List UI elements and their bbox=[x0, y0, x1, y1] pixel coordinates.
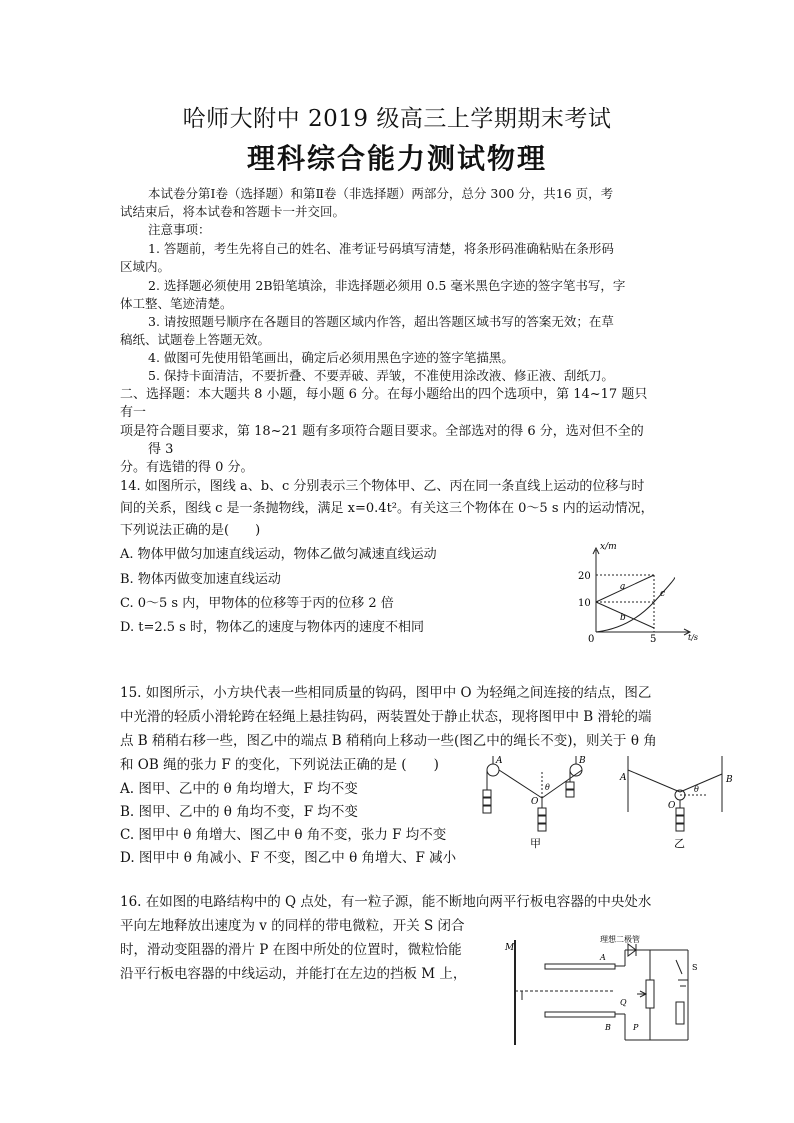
resistor-icon bbox=[676, 1002, 684, 1024]
q16-stem: 16. 在如图的电路结构中的 Q 点处，有一粒子源，能不断地向两平行板电容器的中央处水 bbox=[120, 894, 652, 910]
label-c: c bbox=[660, 589, 666, 599]
curve-c bbox=[596, 578, 675, 632]
rope-oa bbox=[499, 770, 542, 798]
q15-stem: 和 OB 绳的张力 F 的变化，下列说法正确的是 ( ) bbox=[120, 757, 439, 773]
exam-subtitle: 理科综合能力测试物理 bbox=[246, 142, 547, 175]
notice-item: 3. 请按照题号顺序在各题目的答题区域内作答，超出答题区域书写的答案无效；在草 bbox=[148, 314, 614, 329]
notice-item: 5. 保持卡面清洁，不要折叠、不要弄破、弄皱，不准使用涂改液、修正液、刮纸刀。 bbox=[148, 368, 614, 383]
q15-stem: 15. 如图所示，小方块代表一些相同质量的钩码，图甲中 O 为轻绳之间连接的结点，图乙 bbox=[120, 685, 652, 701]
notice-item: 区域内。 bbox=[120, 259, 171, 274]
q14-option-c: C. 0～5 s 内，甲物体的位移等于丙的位移 2 倍 bbox=[120, 596, 394, 611]
label-O: O bbox=[668, 801, 676, 811]
exam-title: 哈师大附中 2019 级高三上学期期末考试 bbox=[182, 106, 612, 132]
q15-option-d: D. 图甲中 θ 角减小、F 不变，图乙中 θ 角增大、F 减小 bbox=[120, 850, 457, 866]
q15-option-c: C. 图甲中 θ 角增大、图乙中 θ 角不变，张力 F 均不变 bbox=[120, 827, 447, 843]
graph-xlabel: t/s bbox=[688, 633, 699, 642]
plate-B bbox=[545, 1012, 615, 1017]
q16-stem: 平向左地释放出速度为 v 的同样的带电微粒，开关 S 闭合 bbox=[120, 918, 465, 934]
label-A: A bbox=[496, 756, 503, 766]
section-text: 分。有选错的得 0 分。 bbox=[120, 460, 254, 475]
tick-10: 10 bbox=[578, 598, 591, 609]
notice-item: 1. 答题前，考生先将自己的姓名、准考证号码填写清楚，将条形码准确粘贴在条形码 bbox=[148, 241, 614, 256]
q14-stem: 14. 如图所示，图线 a、b、c 分别表示三个物体甲、乙、丙在同一条直线上运动的位移与时 bbox=[120, 479, 645, 494]
tick-20: 20 bbox=[578, 571, 591, 582]
label-theta: θ bbox=[545, 783, 550, 792]
label-a: a bbox=[620, 582, 626, 592]
rheostat-icon bbox=[646, 980, 654, 1008]
label-b: b bbox=[620, 613, 626, 623]
label-Q: Q bbox=[620, 998, 627, 1007]
rope-right bbox=[680, 774, 722, 792]
plate-A bbox=[545, 964, 615, 969]
notice-item: 稿纸、试题卷上答题无效。 bbox=[120, 332, 271, 347]
label-S: S bbox=[692, 963, 698, 972]
q16-circuit bbox=[500, 930, 700, 1050]
label-yi: 乙 bbox=[674, 837, 685, 850]
q14-stem: 下列说法正确的是( ) bbox=[120, 523, 261, 538]
tick-5: 5 bbox=[650, 634, 657, 645]
q16-stem: 时，滑动变阻器的滑片 P 在图中所处的位置时，微粒恰能 bbox=[120, 942, 462, 958]
label-B: B bbox=[605, 1023, 611, 1032]
q14-stem: 间的关系，图线 c 是一条抛物线，满足 x=0.4t²。有关这三个物体在 0～5 s 内的运动情况， bbox=[120, 501, 654, 516]
label-diode: 理想二极管 bbox=[600, 935, 640, 944]
q15-stem: 点 B 稍稍右移一些，图乙中的端点 B 稍稍向上移动一些(图乙中的绳长不变)，则关于 θ 角 bbox=[120, 733, 657, 749]
label-M: M bbox=[505, 943, 515, 953]
notice-item: 2. 选择题必须使用 2B铅笔填涂，非选择题必须用 0.5 毫米黑色字迹的签字笔书写，字 bbox=[148, 278, 626, 293]
q15-figure-jia bbox=[478, 752, 598, 852]
q14-xt-graph bbox=[570, 540, 710, 645]
section-text: 得 3 bbox=[148, 442, 174, 457]
label-O: O bbox=[531, 797, 539, 807]
rope-left bbox=[628, 770, 680, 792]
graph-ylabel: x/m bbox=[600, 542, 617, 552]
label-A: A bbox=[620, 773, 627, 783]
intro-line: 本试卷分第Ⅰ卷（选择题）和第Ⅱ卷（非选择题）两部分，总分 300 分，共16 页，考 bbox=[148, 186, 614, 201]
switch-S-icon bbox=[676, 960, 682, 974]
q14-option-a: A. 物体甲做匀加速直线运动，物体乙做匀减速直线运动 bbox=[120, 547, 437, 562]
tick-0: 0 bbox=[588, 634, 595, 645]
label-theta: θ bbox=[694, 785, 699, 794]
notice-heading: 注意事项： bbox=[148, 222, 211, 237]
q16-stem: 沿平行板电容器的中线运动，并能打在左边的挡板 M 上， bbox=[120, 966, 467, 982]
q14-option-d: D. t=2.5 s 时，物体乙的速度与物体丙的速度不相同 bbox=[120, 620, 424, 635]
label-A: A bbox=[600, 953, 606, 962]
q15-option-a: A. 图甲、乙中的 θ 角均增大，F 均不变 bbox=[120, 781, 358, 797]
label-B: B bbox=[579, 756, 586, 766]
label-jia: 甲 bbox=[530, 837, 541, 850]
section-heading: 二、选择题：本大题共 8 小题，每小题 6 分。在每小题给出的四个选项中，第 14~17 题只 bbox=[120, 387, 648, 402]
notice-item: 体工整、笔迹清楚。 bbox=[120, 296, 233, 311]
section-text: 有一 bbox=[120, 405, 147, 420]
section-text: 项是符合题目要求，第 18~21 题有多项符合题目要求。全部选对的得 6 分，选对但不全的 bbox=[120, 424, 644, 439]
q15-figure-yi bbox=[618, 752, 748, 852]
notice-item: 4. 做图可先使用铅笔画出，确定后必须用黑色字迹的签字笔描黑。 bbox=[148, 350, 514, 365]
intro-line: 试结束后，将本试卷和答题卡一并交回。 bbox=[120, 204, 346, 219]
label-P: P bbox=[633, 1023, 639, 1032]
label-B: B bbox=[726, 775, 733, 785]
q14-option-b: B. 物体丙做变加速直线运动 bbox=[120, 572, 281, 587]
q15-stem: 中光滑的轻质小滑轮跨在轻绳上悬挂钩码，两装置处于静止状态，现将图甲中 B 滑轮的端 bbox=[120, 709, 652, 725]
q15-option-b: B. 图甲、乙中的 θ 角均不变，F 均不变 bbox=[120, 804, 358, 820]
